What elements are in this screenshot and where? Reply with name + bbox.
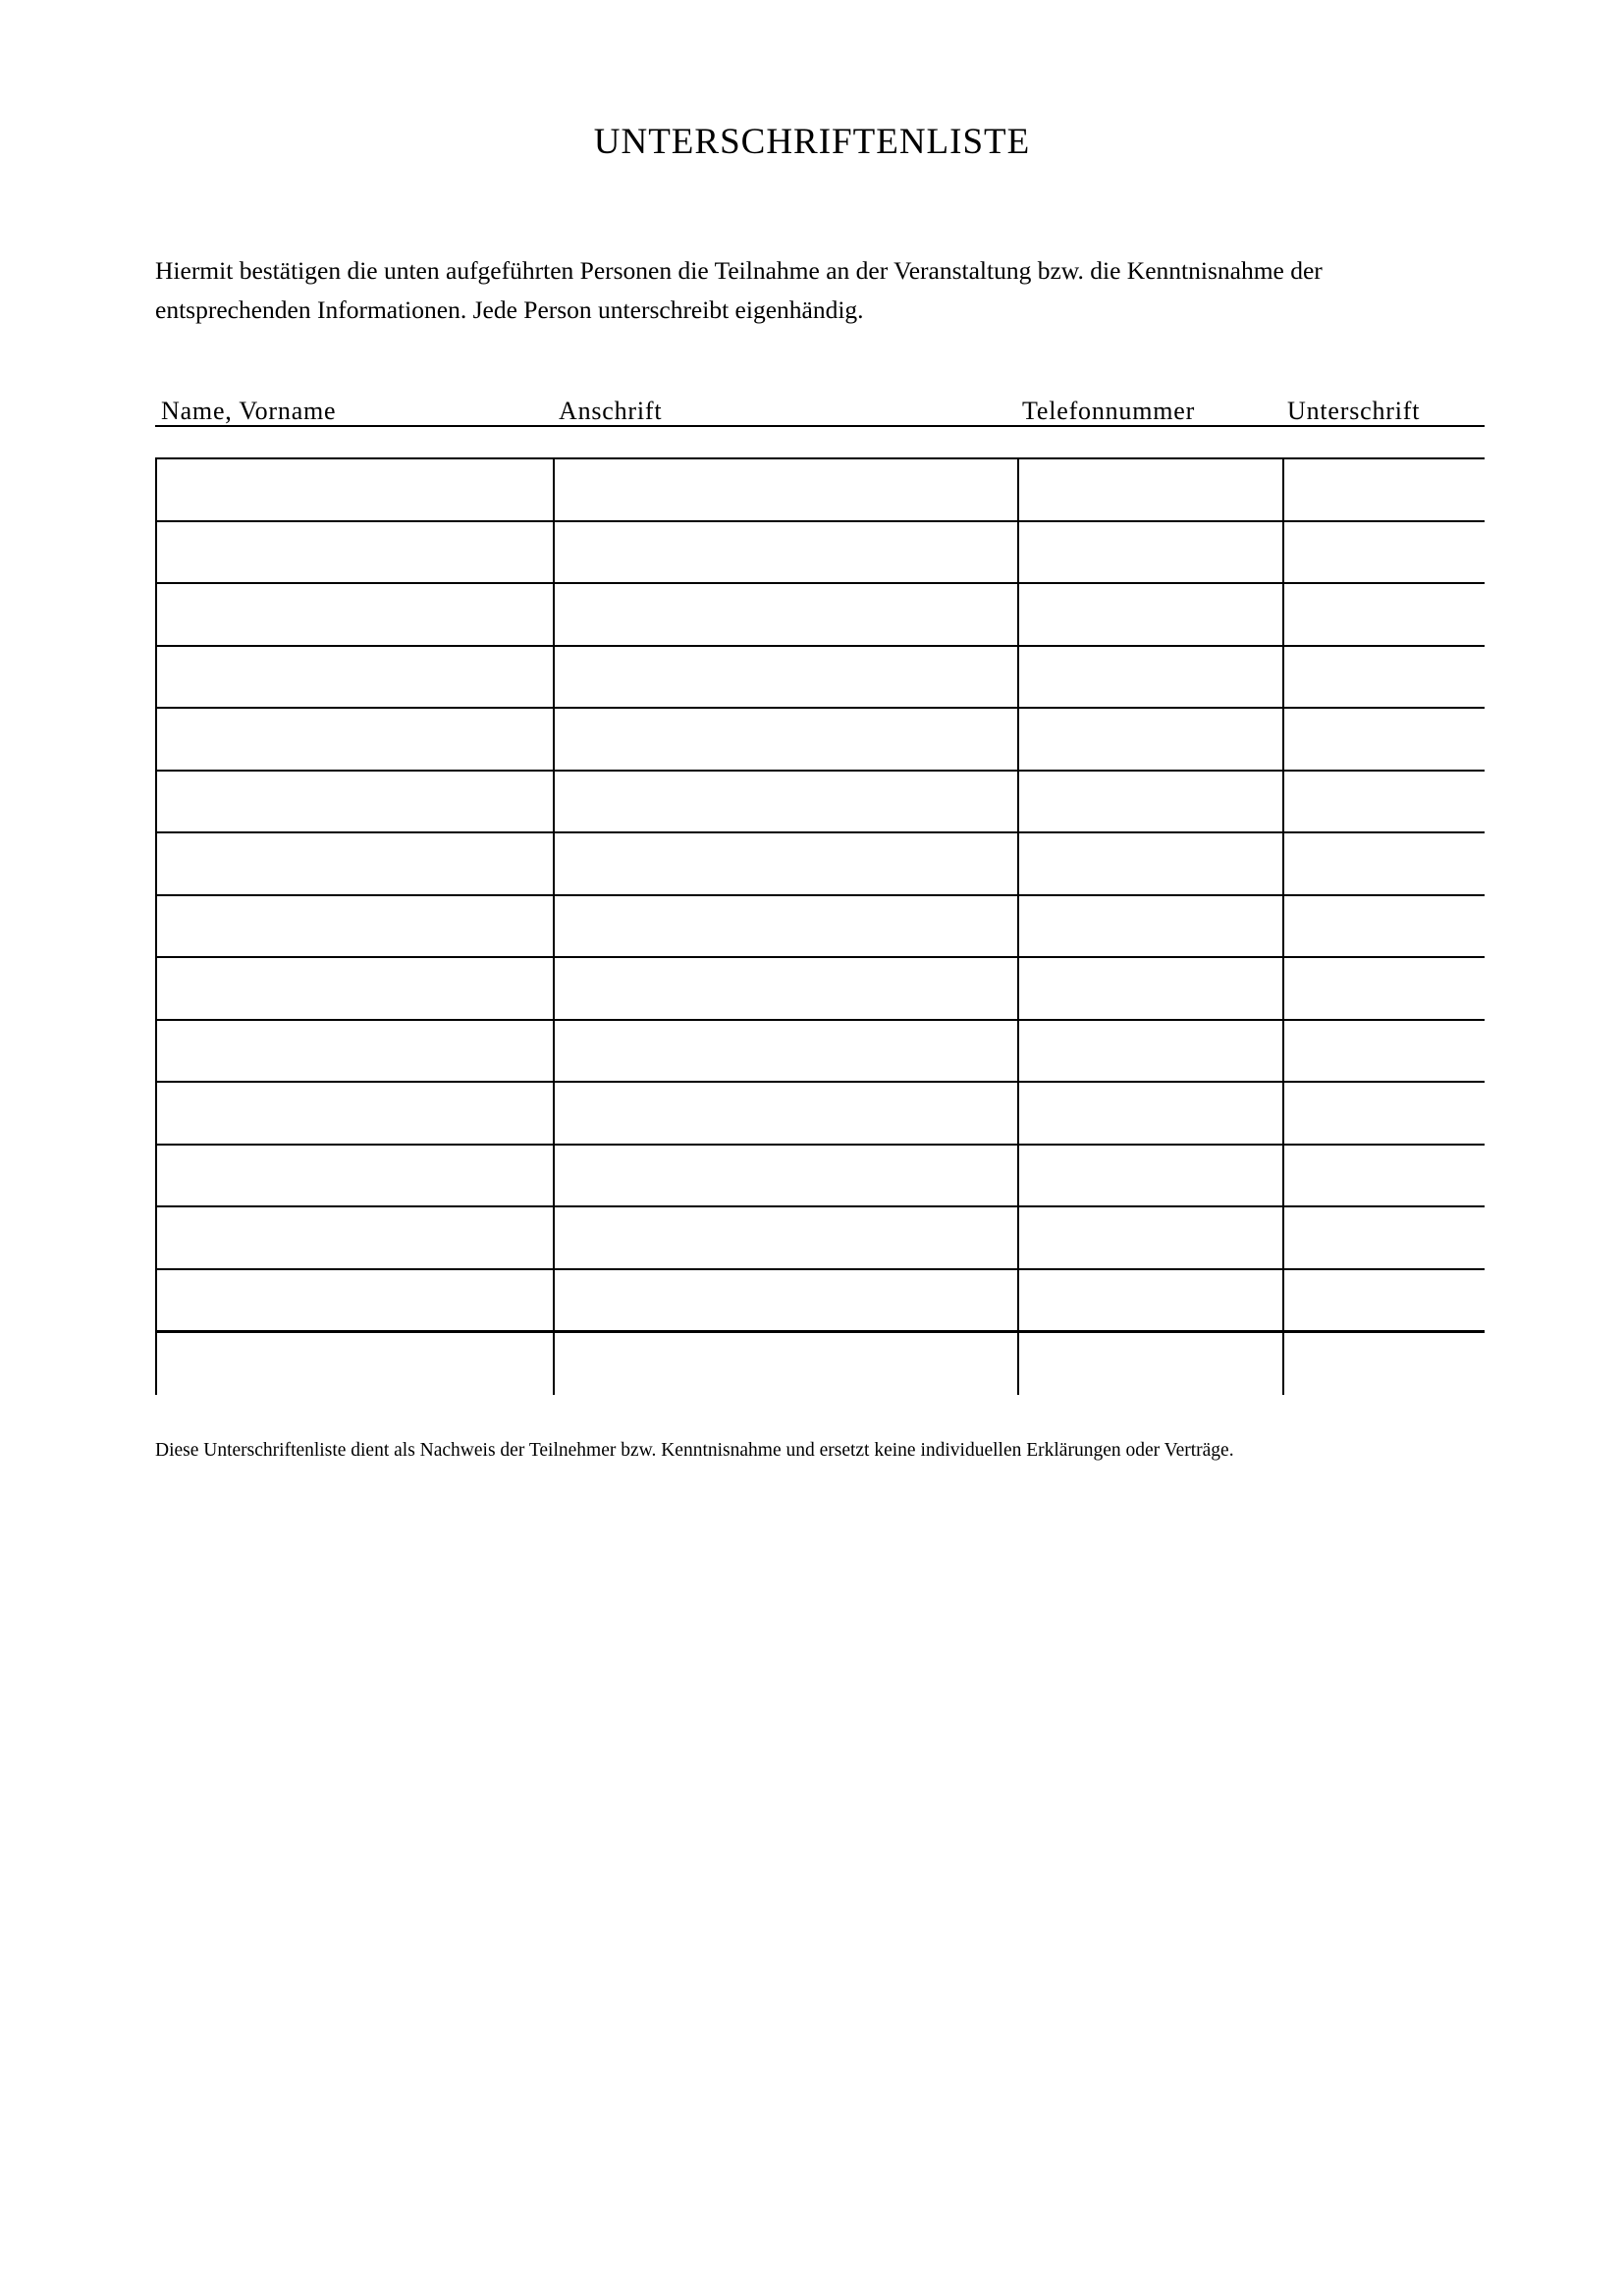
name-cell[interactable] (155, 1021, 553, 1082)
phone-cell[interactable] (1017, 896, 1282, 957)
name-cell[interactable] (155, 709, 553, 770)
name-cell[interactable] (155, 1083, 553, 1144)
signature-cell[interactable] (1282, 709, 1485, 770)
phone-cell[interactable] (1017, 1146, 1282, 1206)
name-cell[interactable] (155, 1207, 553, 1268)
phone-cell[interactable] (1017, 772, 1282, 832)
name-cell[interactable] (155, 1270, 553, 1331)
name-cell[interactable] (155, 647, 553, 708)
name-cell[interactable] (155, 772, 553, 832)
address-cell[interactable] (553, 522, 1017, 583)
phone-cell[interactable] (1017, 1270, 1282, 1331)
phone-cell[interactable] (1017, 1021, 1282, 1082)
name-cell[interactable] (155, 1146, 553, 1206)
address-cell[interactable] (553, 958, 1017, 1019)
phone-cell[interactable] (1017, 459, 1282, 520)
table-row (155, 520, 1485, 583)
column-header-signature: Unterschrift (1287, 397, 1421, 425)
column-divider (1282, 457, 1284, 1395)
signature-cell[interactable] (1282, 1207, 1485, 1268)
phone-cell[interactable] (1017, 584, 1282, 645)
table-row (155, 1205, 1485, 1268)
signature-cell[interactable] (1282, 1021, 1485, 1082)
footnote: Diese Unterschriftenliste dient als Nachweis der Teilnehmer bzw. Kenntnisnahme und ersetzt keine individuellen Erklärungen oder Verträge. (155, 1440, 1234, 1461)
signature-cell[interactable] (1282, 1083, 1485, 1144)
phone-cell[interactable] (1017, 709, 1282, 770)
address-cell[interactable] (553, 1083, 1017, 1144)
name-cell[interactable] (155, 522, 553, 583)
phone-cell[interactable] (1017, 833, 1282, 894)
signature-cell[interactable] (1282, 772, 1485, 832)
signature-cell[interactable] (1282, 833, 1485, 894)
signature-cell[interactable] (1282, 584, 1485, 645)
name-cell[interactable] (155, 833, 553, 894)
address-cell[interactable] (553, 584, 1017, 645)
phone-cell[interactable] (1017, 1207, 1282, 1268)
table-row (155, 582, 1485, 645)
signature-cell[interactable] (1282, 958, 1485, 1019)
phone-cell[interactable] (1017, 1083, 1282, 1144)
signature-cell[interactable] (1282, 1270, 1485, 1331)
address-cell[interactable] (553, 833, 1017, 894)
table-row (155, 457, 1485, 520)
header-underline (155, 425, 1485, 427)
address-cell[interactable] (553, 1021, 1017, 1082)
signature-cell[interactable] (1282, 1333, 1485, 1393)
name-cell[interactable] (155, 584, 553, 645)
table-row (155, 707, 1485, 770)
table-row (155, 956, 1485, 1019)
address-cell[interactable] (553, 1333, 1017, 1393)
page-title: UNTERSCHRIFTENLISTE (593, 122, 1031, 162)
signature-cell[interactable] (1282, 896, 1485, 957)
table-row (155, 770, 1485, 832)
address-cell[interactable] (553, 896, 1017, 957)
address-cell[interactable] (553, 1207, 1017, 1268)
phone-cell[interactable] (1017, 958, 1282, 1019)
column-header-address: Anschrift (559, 397, 663, 425)
table-row (155, 1330, 1485, 1393)
signature-cell[interactable] (1282, 1146, 1485, 1206)
phone-cell[interactable] (1017, 522, 1282, 583)
column-divider (1017, 457, 1019, 1395)
column-divider (155, 457, 157, 1395)
address-cell[interactable] (553, 1270, 1017, 1331)
address-cell[interactable] (553, 709, 1017, 770)
column-header-name: Name, Vorname (161, 397, 337, 425)
table-row (155, 1144, 1485, 1206)
table-row (155, 645, 1485, 708)
column-header-phone: Telefonnummer (1022, 397, 1196, 425)
address-cell[interactable] (553, 1146, 1017, 1206)
address-cell[interactable] (553, 647, 1017, 708)
address-cell[interactable] (553, 772, 1017, 832)
signature-cell[interactable] (1282, 459, 1485, 520)
name-cell[interactable] (155, 1333, 553, 1393)
signature-table (155, 457, 1485, 1395)
signature-cell[interactable] (1282, 647, 1485, 708)
phone-cell[interactable] (1017, 1333, 1282, 1393)
table-row (155, 1268, 1485, 1331)
table-row (155, 1081, 1485, 1144)
name-cell[interactable] (155, 459, 553, 520)
intro-text: Hiermit bestätigen die unten aufgeführten Personen die Teilnahme an der Veranstaltung bzw. die Kenntnisnahme der entsprechenden Informationen. Jede Person unterschreibt eigenhändig. (155, 256, 1323, 324)
table-row (155, 831, 1485, 894)
table-row (155, 1019, 1485, 1082)
name-cell[interactable] (155, 896, 553, 957)
address-cell[interactable] (553, 459, 1017, 520)
signature-cell[interactable] (1282, 522, 1485, 583)
column-divider (553, 457, 555, 1395)
phone-cell[interactable] (1017, 647, 1282, 708)
name-cell[interactable] (155, 958, 553, 1019)
table-row (155, 894, 1485, 957)
